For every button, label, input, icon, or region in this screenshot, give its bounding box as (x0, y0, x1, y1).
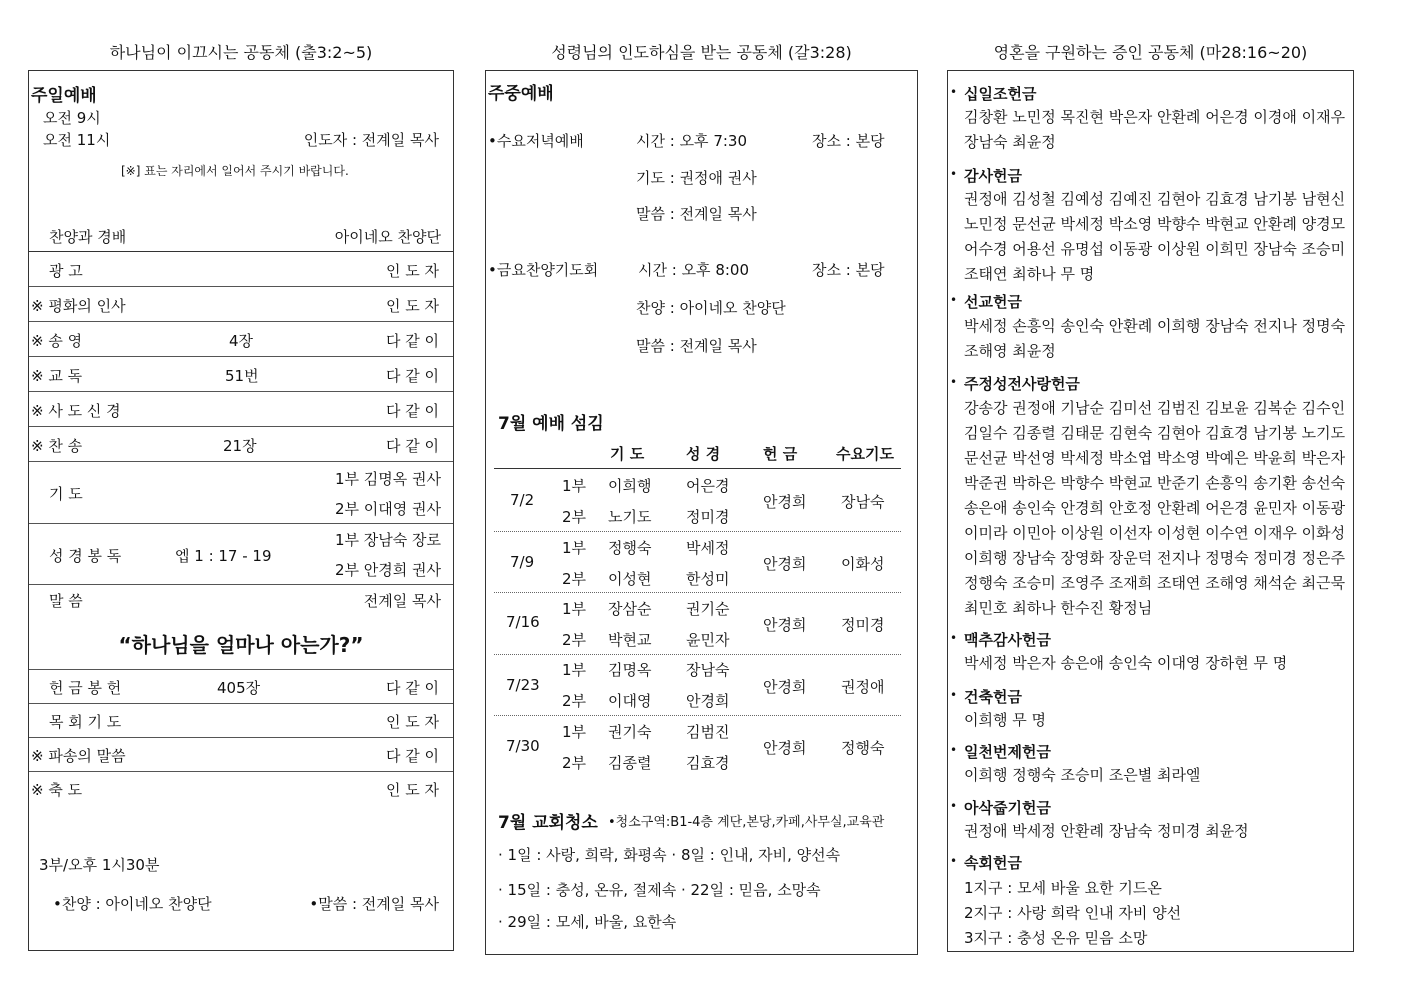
sunday-time-2: 오전 11시 (43, 131, 111, 149)
order-mid: 405장 (217, 679, 261, 697)
duty-offering: 안경희 (763, 739, 807, 757)
duty-bible: 윤민자 (686, 631, 730, 649)
offering-names: 권정애 김성철 김예성 김예진 김현아 김효경 남기봉 남현신 노민정 문선균 박세정 박소영 박향수 박현교 안환례 양경모 어수경 어용선 유명섭 이동광 이상원 이희민 장남숙 조승미 조태연 최하나 무 명 (964, 190, 1346, 283)
fri-praise: 찬양 : 아이네오 찬양단 (636, 299, 786, 317)
duty-header-offering: 헌 금 (763, 445, 798, 463)
midweek-title: 주중예배 (488, 84, 554, 104)
order-right: 다 같 이 (385, 332, 439, 350)
duty-offering: 안경희 (763, 678, 807, 696)
duty-wed: 이화성 (841, 555, 885, 573)
praise-label: 찬양과 경배 (49, 228, 127, 246)
bullet-icon: • (950, 743, 958, 757)
sunday-time-1: 오전 9시 (43, 109, 101, 127)
duty-part: 2부 (562, 754, 587, 772)
third-sermon: •말씀 : 전계일 목사 (309, 895, 439, 913)
duty-offering: 안경희 (763, 616, 807, 634)
duty-part: 2부 (562, 570, 587, 588)
midweek-panel (485, 70, 918, 955)
fri-label: •금요찬양기도회 (488, 261, 599, 279)
offering-title: 주정성전사랑헌금 (964, 375, 1080, 393)
wed-label: •수요저녁예배 (488, 132, 584, 150)
duty-bible: 장남숙 (686, 661, 730, 679)
divider (494, 468, 901, 469)
sunday-leader: 인도자 : 전계일 목사 (303, 131, 439, 149)
duty-prayer: 김종렬 (608, 754, 652, 772)
sermon-label: 말 씀 (49, 592, 83, 610)
order-label: ※ 찬 송 (31, 437, 83, 455)
divider (29, 286, 453, 287)
order-mid: 4장 (229, 332, 254, 350)
wed-sermon: 말씀 : 전계일 목사 (636, 205, 757, 223)
bullet-icon: • (950, 167, 958, 181)
divider (494, 592, 901, 593)
wed-time: 시간 : 오후 7:30 (636, 132, 748, 150)
divider (29, 669, 453, 670)
offering-names: 이희행 정행숙 조승미 조은별 최라엘 (964, 766, 1201, 784)
duty-part: 1부 (562, 723, 587, 741)
order-label: 헌 금 봉 헌 (49, 679, 122, 697)
duty-bible: 정미경 (686, 508, 730, 526)
wed-place: 장소 : 본당 (812, 132, 885, 150)
duty-prayer: 김명옥 (608, 661, 652, 679)
divider (29, 321, 453, 322)
sermon-preacher: 전계일 목사 (363, 592, 441, 610)
cell-district-2: 2지구 : 사랑 희락 인내 자비 양선 (964, 904, 1182, 922)
duty-bible: 한성미 (686, 570, 730, 588)
offering-title: 아삭줍기헌금 (964, 799, 1051, 817)
order-label: ※ 교 독 (31, 367, 83, 385)
duty-part: 1부 (562, 477, 587, 495)
third-praise: •찬양 : 아이네오 찬양단 (53, 895, 212, 913)
divider (29, 426, 453, 427)
prayer-1: 1부 김명옥 권사 (334, 470, 441, 488)
duty-part: 2부 (562, 692, 587, 710)
duty-prayer: 이희행 (608, 477, 652, 495)
order-mid: 51번 (225, 367, 259, 385)
duty-wed: 권정애 (841, 678, 885, 696)
divider (29, 584, 453, 585)
divider (29, 391, 453, 392)
standing-notice: [※] 표는 자리에서 일어서 주시기 바랍니다. (121, 164, 349, 178)
bullet-icon: • (950, 799, 958, 813)
sunday-service-panel (28, 70, 454, 951)
order-right: 다 같 이 (385, 679, 439, 697)
scripture-2: 2부 안경희 권사 (334, 561, 441, 579)
scripture-1: 1부 장남숙 장로 (334, 531, 441, 549)
offering-names: 박세정 박은자 송은애 송인숙 이대영 장하현 무 명 (964, 654, 1288, 672)
order-label: ※ 축 도 (31, 781, 83, 799)
divider (29, 356, 453, 357)
duty-bible: 박세정 (686, 539, 730, 557)
duty-part: 1부 (562, 661, 587, 679)
order-label: ※ 파송의 말씀 (31, 747, 126, 765)
divider (29, 523, 453, 524)
duty-wed: 정행숙 (841, 739, 885, 757)
offerings-panel (947, 70, 1354, 952)
order-mid: 21장 (223, 437, 257, 455)
bullet-icon: • (950, 688, 958, 702)
order-right: 인 도 자 (385, 781, 439, 799)
duty-part: 2부 (562, 631, 587, 649)
duty-header-prayer: 기 도 (610, 445, 645, 463)
duty-date: 7/2 (510, 491, 535, 509)
offering-title: 선교헌금 (964, 293, 1022, 311)
duty-bible: 안경희 (686, 692, 730, 710)
scripture-ref: 엡 1 : 17 - 19 (175, 547, 272, 565)
cleaning-area: •청소구역:B1-4층 계단,본당,카페,사무실,교육관 (608, 815, 885, 830)
cleaning-title: 7월 교회청소 (498, 813, 598, 833)
order-right: 인 도 자 (385, 713, 439, 731)
scripture-label: 성 경 봉 독 (49, 547, 122, 565)
prayer-2: 2부 이대영 권사 (334, 500, 441, 518)
offering-names: 박세정 손흥익 송인숙 안환례 이희행 장남숙 전지나 정명숙 조해영 최윤정 (964, 317, 1346, 360)
order-label: ※ 평화의 인사 (31, 297, 126, 315)
cleaning-line-3: · 29일 : 모세, 바울, 요한속 (498, 913, 677, 931)
duty-offering: 안경희 (763, 493, 807, 511)
third-service: 3부/오후 1시30분 (39, 856, 160, 874)
cell-district-3: 3지구 : 충성 온유 믿음 소망 (964, 929, 1148, 947)
prayer-label: 기 도 (49, 485, 83, 503)
divider (29, 461, 453, 462)
offering-names: 김창환 노민정 목진현 박은자 안환례 어은경 이경애 이재우 장남숙 최윤정 (964, 108, 1346, 151)
duty-header-wed: 수요기도 (836, 445, 894, 463)
order-label: ※ 송 영 (31, 332, 83, 350)
fri-place: 장소 : 본당 (812, 261, 885, 279)
duty-wed: 정미경 (841, 616, 885, 634)
order-right: 인 도 자 (385, 262, 439, 280)
sunday-title: 주일예배 (31, 86, 97, 106)
duty-part: 2부 (562, 508, 587, 526)
duty-bible: 권기순 (686, 600, 730, 618)
duty-bible: 김범진 (686, 723, 730, 741)
duty-prayer: 노기도 (608, 508, 652, 526)
duty-offering: 안경희 (763, 555, 807, 573)
duty-prayer: 정행숙 (608, 539, 652, 557)
duty-prayer: 권기숙 (608, 723, 652, 741)
duty-date: 7/30 (506, 737, 540, 755)
offering-title: 일천번제헌금 (964, 743, 1051, 761)
bullet-icon: • (950, 85, 958, 99)
order-right: 다 같 이 (385, 402, 439, 420)
order-right: 다 같 이 (385, 437, 439, 455)
duty-part: 1부 (562, 600, 587, 618)
cell-district-1: 1지구 : 모세 바울 요한 기드온 (964, 879, 1162, 897)
bullet-icon: • (950, 854, 958, 868)
offering-names: 이희행 무 명 (964, 711, 1046, 729)
duty-bible: 김효경 (686, 754, 730, 772)
fri-sermon: 말씀 : 전계일 목사 (636, 337, 757, 355)
header-left: 하나님이 이끄시는 공동체 (출3:2~5) (109, 43, 373, 62)
duty-date: 7/23 (506, 676, 540, 694)
bullet-icon: • (950, 631, 958, 645)
duty-prayer: 장삼순 (608, 600, 652, 618)
divider (29, 771, 453, 772)
duty-prayer: 박현교 (608, 631, 652, 649)
duty-bible: 어은경 (686, 477, 730, 495)
divider (494, 531, 901, 532)
bullet-icon: • (950, 375, 958, 389)
divider (494, 715, 901, 716)
order-label: 목 회 기 도 (49, 713, 122, 731)
duty-wed: 장남숙 (841, 493, 885, 511)
offering-title: 맥추감사헌금 (964, 631, 1051, 649)
offering-names: 권정애 박세정 안환례 장남숙 정미경 최윤정 (964, 822, 1249, 840)
divider (29, 737, 453, 738)
wed-prayer: 기도 : 권정애 권사 (636, 169, 757, 187)
header-middle: 성령님의 인도하심을 받는 공동체 (갈3:28) (551, 43, 852, 62)
cleaning-line-1: · 1일 : 사랑, 희락, 화평속 · 8일 : 인내, 자비, 양선속 (498, 846, 841, 864)
duty-prayer: 이성현 (608, 570, 652, 588)
duty-header-bible: 성 경 (686, 445, 721, 463)
sermon-title: “하나님을 얼마나 아는가?” (118, 633, 364, 657)
duty-title: 7월 예배 섬김 (498, 414, 604, 434)
divider (29, 703, 453, 704)
praise-value: 아이네오 찬양단 (334, 228, 441, 246)
offering-title: 감사헌금 (964, 167, 1022, 185)
fri-time: 시간 : 오후 8:00 (638, 261, 750, 279)
duty-part: 1부 (562, 539, 587, 557)
offering-title: 십일조헌금 (964, 85, 1037, 103)
duty-date: 7/9 (510, 553, 535, 571)
duty-prayer: 이대영 (608, 692, 652, 710)
offering-title: 건축헌금 (964, 688, 1022, 706)
order-right: 인 도 자 (385, 297, 439, 315)
header-right: 영혼을 구원하는 증인 공동체 (마28:16~20) (993, 43, 1308, 62)
divider (494, 654, 901, 655)
order-right: 다 같 이 (385, 367, 439, 385)
duty-date: 7/16 (506, 613, 540, 631)
offering-title: 속회헌금 (964, 854, 1022, 872)
order-label: 광 고 (49, 262, 83, 280)
divider (29, 251, 453, 252)
bullet-icon: • (950, 293, 958, 307)
order-label: ※ 사 도 신 경 (31, 402, 121, 420)
offering-names: 강송강 권정애 기남순 김미선 김범진 김보윤 김복순 김수인 김일수 김종렬 김태문 김현숙 김현아 김효경 남기봉 노기도 문선균 박선영 박세정 박소엽 박소영 박예은 박윤희 박은자 박준권 박하은 박향수 박현교 반준기 손흥익 송기환 송선숙 송은애 송인숙 안경희 안호정 안환례 어은경 윤민자 이동광 이미라 이민아 이상원 이선자 이성현 이수연 이재우 이화성 이희행 장남숙 장영화 장운덕 전지나 정명숙 정미경 정은주 정행숙 조승미 조영주 조재희 조태연 조해영 채석순 최근묵 최민호 최하나 한수진 황정님 (964, 399, 1346, 617)
order-right: 다 같 이 (385, 747, 439, 765)
cleaning-line-2: · 15일 : 충성, 온유, 절제속 · 22일 : 믿음, 소망속 (498, 881, 821, 899)
